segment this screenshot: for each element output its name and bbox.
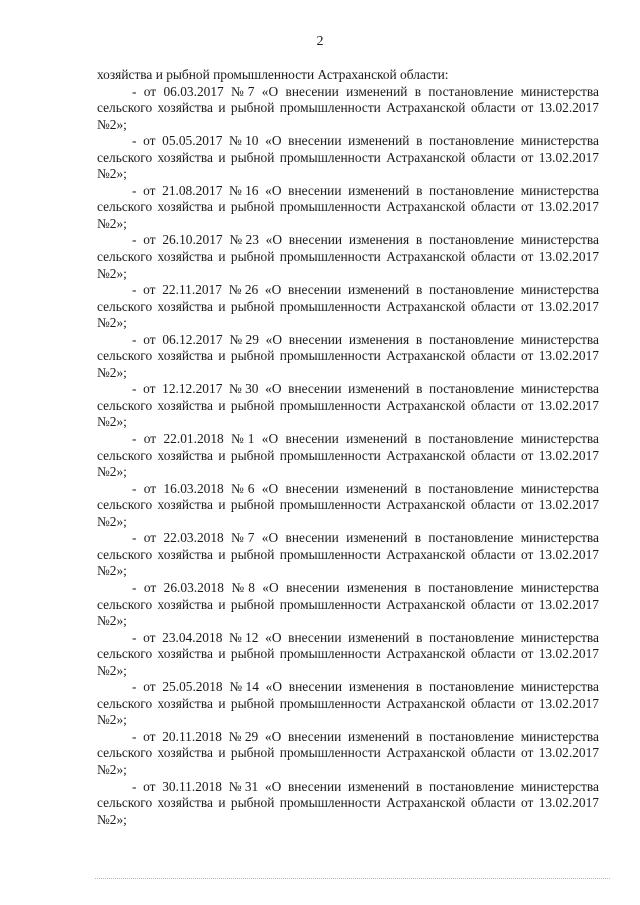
list-item: - от 12.12.2017 №30 «О внесении изменений в постановление министерства сельского хозяйства и рыбной промышленности Астраханской области от 13.02.2017 №2»; xyxy=(97,381,599,430)
list-item: - от 06.12.2017 №29 «О внесении изменения в постановление министерства сельского хозяйства и рыбной промышленности Астраханской области от 13.02.2017 №2»; xyxy=(97,331,599,380)
list-item: - от 06.03.2017 №7 «О внесении изменений в постановление министерства сельского хозяйства и рыбной промышленности Астраханской области от 13.02.2017 №2»; xyxy=(97,83,599,132)
list-item: - от 26.03.2018 №8 «О внесении изменения в постановление министерства сельского хозяйства и рыбной промышленности Астраханской области от 13.02.2017 №2»; xyxy=(97,579,599,629)
document-body xyxy=(97,67,599,828)
list-item: - от 21.08.2017 №16 «О внесении изменений в постановление министерства сельского хозяйства и рыбной промышленности Астраханской области от 13.02.2017 №2»; xyxy=(97,182,599,231)
list-item: - от 16.03.2018 №6 «О внесении изменений в постановление министерства сельского хозяйства и рыбной промышленности Астраханской области от 13.02.2017 №2»; xyxy=(97,480,599,529)
list-item: - от 22.01.2018 №1 «О внесении изменений в постановление министерства сельского хозяйства и рыбной промышленности Астраханской области от 13.02.2017 №2»; xyxy=(97,431,599,480)
list-item: - от 20.11.2018 №29 «О внесении изменений в постановление министерства сельского хозяйства и рыбной промышленности Астраханской области от 13.02.2017 №2»; xyxy=(97,728,599,777)
page-number: 2 xyxy=(316,34,324,49)
list-item: - от 23.04.2018 №12 «О внесении изменений в постановление министерства сельского хозяйства и рыбной промышленности Астраханской области от 13.02.2017 №2»; xyxy=(97,629,599,678)
list-item: - от 05.05.2017 №10 «О внесении изменений в постановление министерства сельского хозяйства и рыбной промышленности Астраханской области от 13.02.2017 №2»; xyxy=(97,133,599,182)
bottom-divider xyxy=(95,878,610,879)
lead-paragraph: хозяйства и рыбной промышленности Астраханской области: xyxy=(97,67,449,82)
list-item: - от 25.05.2018 №14 «О внесении изменения в постановление министерства сельского хозяйства и рыбной промышленности Астраханской области от 13.02.2017 №2»; xyxy=(97,679,599,728)
list-item: - от 22.11.2017 №26 «О внесении изменений в постановление министерства сельского хозяйства и рыбной промышленности Астраханской области от 13.02.2017 №2»; xyxy=(97,282,599,331)
list-item: - от 26.10.2017 №23 «О внесении изменения в постановление министерства сельского хозяйства и рыбной промышленности Астраханской области от 13.02.2017 №2»; xyxy=(97,232,599,281)
list-item: - от 30.11.2018 №31 «О внесении изменений в постановление министерства сельского хозяйства и рыбной промышленности Астраханской области от 13.02.2017 №2»; xyxy=(97,778,599,827)
list-item: - от 22.03.2018 №7 «О внесении изменений в постановление министерства сельского хозяйства и рыбной промышленности Астраханской области от 13.02.2017 №2»; xyxy=(97,530,599,579)
